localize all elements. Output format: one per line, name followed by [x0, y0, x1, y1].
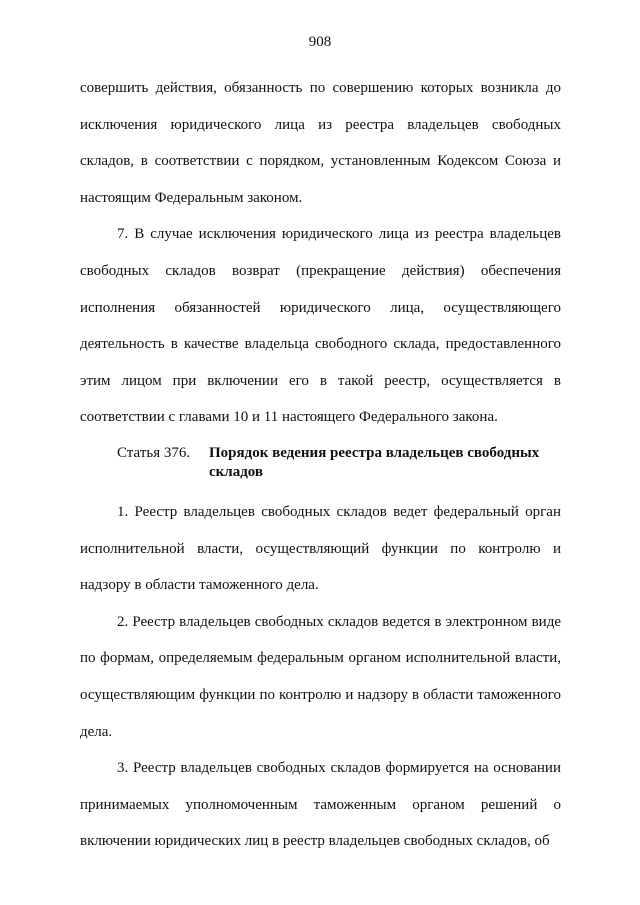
- article-heading: [80, 444, 561, 482]
- article-paragraph-1: 1. Реестр владельцев свободных складов ведет федеральный орган исполнительной власти, осуществляющий функции по контролю и надзору в области таможенного дела.: [80, 503, 561, 594]
- article-paragraph-2: 2. Реестр владельцев свободных складов ведется в электронном виде по формам, определяемым федеральным органом исполнительной власти, осуществляющим функции по контролю и надзору в области таможенного дела.: [80, 613, 561, 740]
- article-title: Порядок ведения реестра владельцев свободных складов: [209, 444, 540, 480]
- article-number: Статья 376.: [117, 444, 191, 461]
- document-body: [80, 70, 561, 860]
- paragraph-continuation: совершить действия, обязанность по совершению которых возникла до исключения юридического лица из реестра владельцев свободных складов, в соответствии с порядком, установленным Кодексом Союза и настоящим Федеральным законом.: [80, 80, 561, 206]
- article-paragraph-3: 3. Реестр владельцев свободных складов формируется на основании принимаемых уполномоченным таможенным органом решений о включении юридических лиц в реестр владельцев свободных складов, об: [80, 760, 561, 850]
- page-number: 908: [308, 34, 332, 50]
- paragraph-7: 7. В случае исключения юридического лица из реестра владельцев свободных складов возврат (прекращение действия) обеспечения исполнения обязанностей юридического лица, осуществляющего деятельность в качестве владельца свободного склада, предоставленного этим лицом при включении его в такой реестр, осуществляется в соответствии с главами 10 и 11 настоящего Федерального закона.: [80, 226, 561, 426]
